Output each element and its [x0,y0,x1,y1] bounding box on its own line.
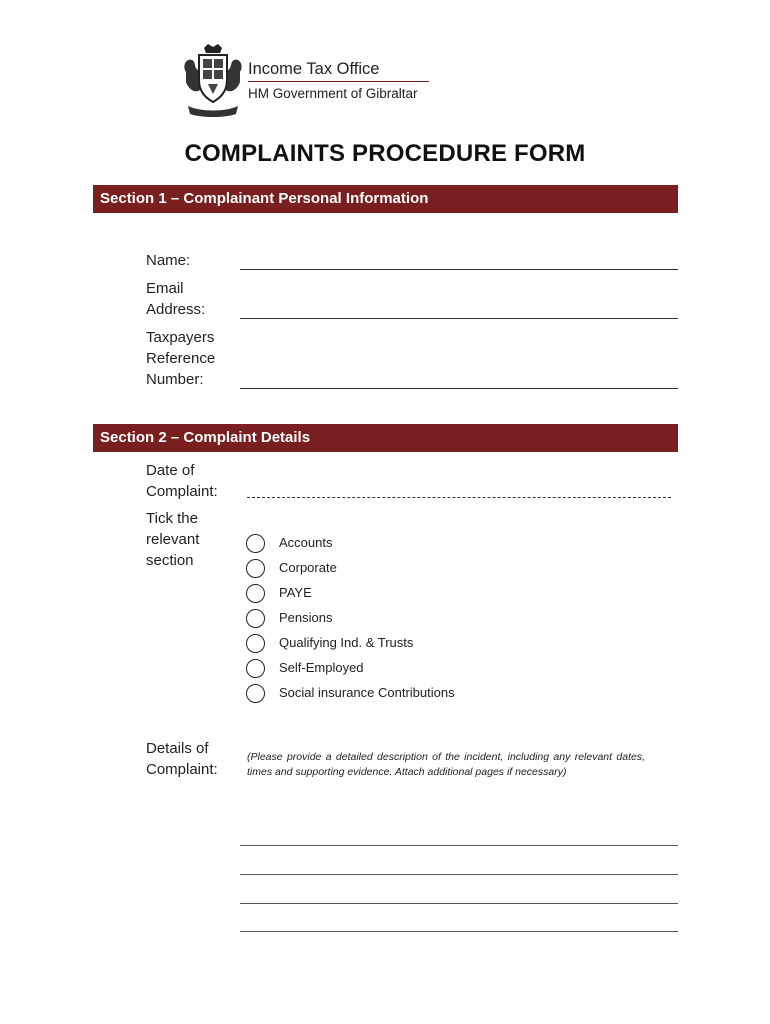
tick-section-label: Tick the relevant section [146,510,200,569]
details-line-1[interactable] [240,845,678,846]
org-subtitle: HM Government of Gibraltar [248,86,418,101]
date-of-complaint-label: Date of Complaint: [146,462,218,500]
option-qualifying-trusts[interactable] [246,632,414,654]
details-line-3[interactable] [240,903,678,904]
option-label-pensions: Pensions [279,610,333,625]
option-label-self-employed: Self-Employed [279,660,364,675]
email-label: Email Address: [146,280,206,318]
option-accounts[interactable] [246,532,333,554]
header-divider [248,81,429,82]
radio-paye[interactable] [246,584,265,603]
radio-accounts[interactable] [246,534,265,553]
section-2-heading: Section 2 – Complaint Details [93,424,678,452]
email-field[interactable] [240,318,678,319]
radio-qualifying-trusts[interactable] [246,634,265,653]
page-title: COMPLAINTS PROCEDURE FORM [184,140,586,167]
option-label-accounts: Accounts [279,535,333,550]
name-label: Name: [146,252,191,269]
details-instruction: (Please provide a detailed description of the incident, including any relevant dates, times and supporting evidence. Attach additional pages if necessary) [247,751,645,778]
name-field[interactable] [240,269,678,270]
radio-corporate[interactable] [246,559,265,578]
details-of-complaint-label: Details of Complaint: [146,740,218,778]
radio-pensions[interactable] [246,609,265,628]
radio-social-insurance[interactable] [246,684,265,703]
date-of-complaint-field[interactable] [247,497,671,498]
taxpayer-reference-field[interactable] [240,388,678,389]
option-pensions[interactable] [246,607,333,629]
details-line-4[interactable] [240,931,678,932]
option-corporate[interactable] [246,557,337,579]
option-paye[interactable] [246,582,312,604]
details-line-2[interactable] [240,874,678,875]
option-label-social-insurance: Social insurance Contributions [279,685,455,700]
gibraltar-coat-of-arms-icon [180,42,246,118]
option-label-qualifying-trusts: Qualifying Ind. & Trusts [279,635,414,650]
section-1-heading: Section 1 – Complainant Personal Information [93,185,678,213]
taxpayer-reference-label: Taxpayers Reference Number: [146,329,216,388]
radio-self-employed[interactable] [246,659,265,678]
option-social-insurance[interactable] [246,682,455,704]
org-name: Income Tax Office [248,60,380,78]
option-self-employed[interactable] [246,657,364,679]
option-label-paye: PAYE [279,585,312,600]
option-label-corporate: Corporate [279,560,337,575]
